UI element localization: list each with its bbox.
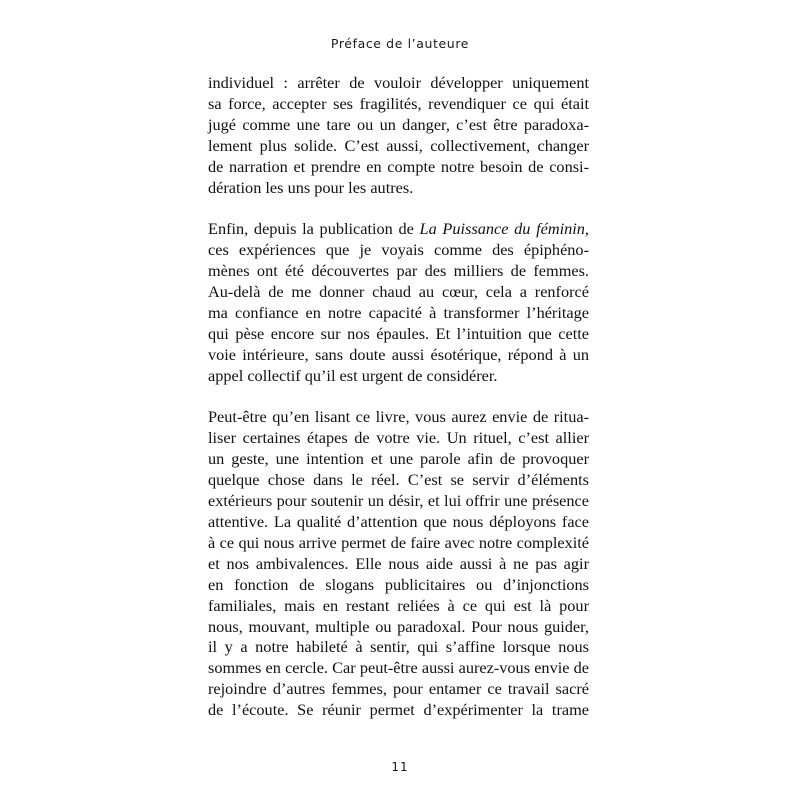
text-line: dération les uns pour les autres.: [208, 177, 414, 197]
text-line: ma confiance en notre capacité à transformer l’héritage: [208, 302, 589, 322]
text-line: liser certaines étapes de votre vie. Un rituel, c’est allier: [208, 428, 589, 448]
text-line: attentive. La qualité d’attention que nous déployons face: [208, 512, 589, 531]
body-text: [208, 73, 589, 721]
text-line: de l’écoute. Se réunir permet d’expérimenter la trame: [208, 700, 589, 720]
text-line: appel collectif qu’il est urgent de considérer.: [208, 365, 498, 385]
paragraph-1: [208, 73, 589, 198]
paragraph-3: [208, 407, 589, 721]
text-line: nous, mouvant, multiple ou paradoxal. Pour nous guider,: [208, 616, 589, 636]
page-number: 11: [391, 760, 409, 774]
text-line: Au-delà de me donner chaud au cœur, cela a renforcé: [208, 282, 589, 302]
paragraph-2: [208, 219, 589, 386]
text-line: extérieurs pour soutenir un désir, et lui offrir une présence: [208, 491, 589, 511]
text-line: jugé comme une tare ou un danger, c’est être paradoxa-: [208, 114, 589, 134]
text-line: à ce qui nous arrive permet de faire avec notre complexité: [208, 532, 589, 552]
text-line: ces expériences que je voyais comme des épiphéno-: [208, 240, 589, 260]
text-line: sa force, accepter ses fragilités, revendiquer ce qui était: [208, 93, 589, 113]
text-run: Enfin, depuis la publication de: [208, 219, 420, 239]
text-line: familiales, mais en restant reliées à ce qui est là pour: [208, 595, 589, 615]
text-line: rejoindre d’autres femmes, pour entamer ce travail sacré: [208, 679, 589, 699]
text-line: voie intérieure, sans doute aussi ésotérique, répond à un: [208, 344, 589, 364]
text-line: mènes ont été découvertes par des milliers de femmes.: [208, 261, 589, 281]
text-line: sommes en cercle. Car peut-être aussi aurez-vous envie de: [208, 658, 589, 678]
text-line: un geste, une intention et une parole afin de provoquer: [208, 449, 589, 469]
text-line: et nos ambivalences. Elle nous aide aussi à ne pas agir: [208, 553, 589, 573]
running-head: Préface de l’auteure: [330, 36, 470, 51]
text-line: de narration et prendre en compte notre besoin de consi-: [208, 156, 589, 176]
text-line: individuel : arrêter de vouloir développer uniquement: [208, 73, 589, 92]
text-line: lement plus solide. C’est aussi, collectivement, changer: [208, 135, 589, 155]
text-line: Peut-être qu’en lisant ce livre, vous aurez envie de ritua-: [208, 407, 589, 427]
text-line: [208, 219, 589, 240]
text-line: quelque chose dans le réel. C’est se servir d’éléments: [208, 470, 589, 490]
text-line: il y a notre habileté à sentir, qui s’affine lorsque nous: [208, 637, 589, 657]
book-title: La Puissance du féminin,: [419, 219, 590, 239]
text-line: en fonction de slogans publicitaires ou d’injonctions: [208, 574, 589, 594]
text-line: qui pèse encore sur nos épaules. Et l’intuition que cette: [208, 323, 589, 343]
